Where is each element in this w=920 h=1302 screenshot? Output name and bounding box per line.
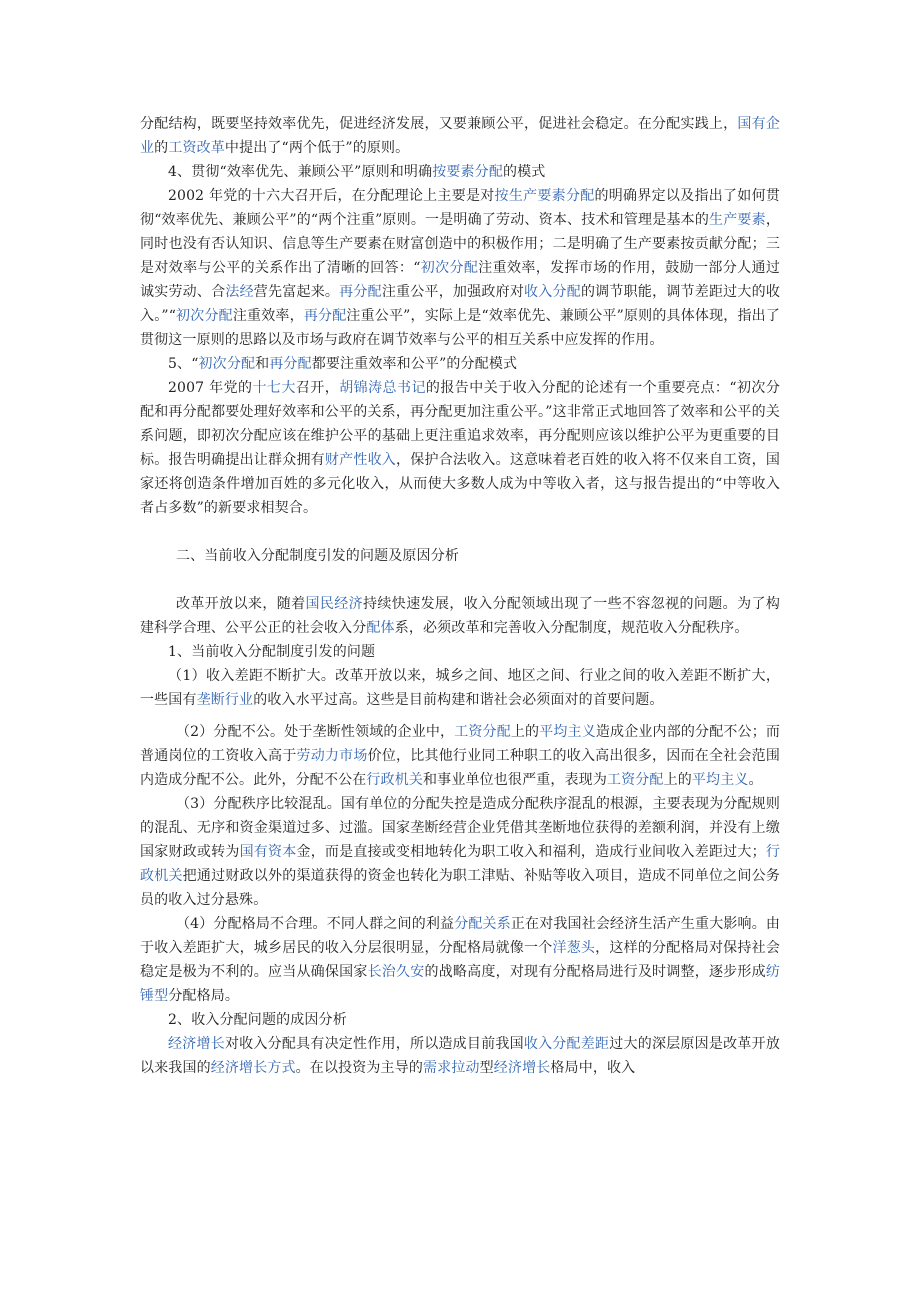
hyperlink[interactable]: 法经 [225, 284, 254, 300]
hyperlink[interactable]: 收入分配差距 [523, 1036, 610, 1052]
text-run: ，同时也没有否认知识、信息等生产要素在财富创造中的积极作用；二是明确了生产要素按贡献分配；三是对效率与公平的关系作出了清晰的回答：“ [140, 212, 780, 276]
text-run: 2007 年党的 [168, 380, 253, 396]
text-run: 的 [154, 140, 169, 156]
text-run: 格局中，收入 [550, 1060, 636, 1076]
paragraph [140, 184, 780, 352]
text-run: 注重公平，加强政府对 [381, 284, 525, 300]
text-run: 持续快速发展，收入分配领域出现了一些不容忽视的问题。为了构建科学合理、公平公正的社会收入分 [140, 596, 780, 636]
text-run: 2、收入分配问题的成因分析 [168, 1012, 347, 1028]
hyperlink[interactable]: 国民经济 [305, 596, 364, 612]
hyperlink[interactable]: 初次分配 [420, 260, 479, 276]
document-body [140, 112, 780, 1080]
text-run: 的收入水平过高。这些是目前构建和谐社会必须面对的首要问题。 [253, 692, 664, 708]
paragraph [140, 912, 780, 1008]
text-run: （1）收入差距不断扩大。改革开放以来，城乡之间、地区之间、行业之间的收入差距不断扩大，一些国有 [140, 668, 780, 708]
paragraph-spacer [140, 520, 780, 544]
hyperlink[interactable]: 工资分配 [606, 772, 664, 788]
hyperlink[interactable]: 分配关系 [454, 916, 511, 932]
text-run: 改革开放以来，随着 [176, 596, 306, 612]
text-run: 都要注重效率和公平”的分配模式 [311, 356, 518, 372]
hyperlink[interactable]: 长治久安 [367, 964, 425, 980]
text-run: 正在对我国社会经济生活产生重大影响。由于收入差距扩大，城乡居民的收入分层很明显，分配格局就像一个 [140, 916, 781, 956]
hyperlink[interactable]: 经济增长 [493, 1060, 551, 1076]
hyperlink[interactable]: 行政机关 [140, 844, 780, 884]
paragraph [140, 1008, 780, 1032]
text-run: 对收入分配具有决定性作用，所以造成目前我国 [224, 1036, 524, 1052]
paragraph [140, 640, 780, 664]
text-run: 1、当前收入分配制度引发的问题 [168, 644, 376, 660]
text-run: 中提出了“两个低于”的原则。 [224, 140, 410, 156]
text-run: 注重效率， [232, 308, 304, 324]
paragraph [140, 792, 780, 912]
text-run: 过大的深层原因是改革开放以来我国的 [140, 1036, 780, 1076]
text-run: 价位，比其他行业同工种职工的收入高出很多，因而在全社会范围内造成分配不公。此外，分配不公在 [140, 748, 781, 788]
text-run: 和事业单位也很严重，表现为 [423, 772, 607, 788]
hyperlink[interactable]: 十七大 [252, 380, 296, 396]
text-run: 2002 年党的十六大召开后，在分配理论上主要是对 [168, 188, 495, 204]
text-run: 。 [748, 772, 763, 788]
paragraph-spacer [140, 568, 780, 592]
hyperlink[interactable]: 行政机关 [366, 772, 424, 788]
paragraph [140, 352, 780, 376]
text-run: 上的 [663, 772, 692, 788]
text-run: 。在以投资为主导的 [295, 1060, 424, 1076]
hyperlink[interactable]: 配体 [366, 620, 395, 636]
text-run: 5、“ [168, 356, 199, 372]
text-run: 把通过财政以外的渠道获得的资金也转化为职工津贴、补贴等收入项目，造成不同单位之间公务员的收入过分悬殊。 [140, 868, 780, 908]
text-run: 和 [255, 356, 270, 372]
text-run: 二、当前收入分配制度引发的问题及原因分析 [176, 548, 459, 564]
paragraph [140, 720, 780, 792]
hyperlink[interactable]: 工资改革 [168, 140, 225, 156]
hyperlink[interactable]: 垄断行业 [196, 692, 254, 708]
text-run: 造成企业内部的分配不公；而普通岗位的工资收入高于 [140, 724, 781, 764]
hyperlink[interactable]: 国有资本 [239, 844, 297, 860]
hyperlink[interactable]: 初次分配 [198, 356, 256, 372]
text-run: （4）分配格局不合理。不同人群之间的利益 [176, 916, 455, 932]
text-run: 分配结构，既要坚持效率优先，促进经济发展，又要兼顾公平，促进社会稳定。在分配实践上， [140, 116, 738, 132]
text-run: 的报告中关于收入分配的论述有一个重要亮点：“初次分配和再分配都要处理好效率和公平的关系，再分配更加注重公平。”这非常正式地回答了效率和公平的关系问题，即初次分配应该在维护公平的基础上更注重追求效率，再分配则应该以维护公平为更重要的目标。报告明确提出让群众拥有 [140, 380, 781, 468]
text-run: 型 [479, 1060, 494, 1076]
text-run: 金，而是直接或变相地转化为职工收入和福利，造成行业间收入差距过大； [296, 844, 766, 860]
paragraph [140, 664, 780, 712]
hyperlink[interactable]: 需求拉动 [423, 1060, 480, 1076]
paragraph [140, 112, 780, 160]
text-run: 分配格局。 [168, 988, 240, 1004]
hyperlink[interactable]: 按要素分配 [432, 164, 503, 180]
text-run: 注重效率，发挥市场的作用，鼓励一部分人通过诚实劳动、合 [140, 260, 780, 300]
hyperlink[interactable]: 国有企业 [140, 116, 780, 156]
hyperlink[interactable]: 按生产要素分配 [494, 188, 595, 204]
hyperlink[interactable]: 经济增长方式 [210, 1060, 296, 1076]
hyperlink[interactable]: 收入分配 [524, 284, 581, 300]
paragraph [140, 376, 780, 520]
paragraph [140, 160, 780, 184]
text-run: 的明确界定以及指出了如何贯彻“效率优先、兼顾公平”的“两个注重”原则。一是明确了劳动、资本、技术和管理是基本的 [140, 188, 780, 228]
hyperlink[interactable]: 纺锤型 [140, 964, 780, 1004]
text-run: ，保护合法收入。这意味着老百姓的收入将不仅来自工资，国家还将创造条件增加百姓的多元化收入，从而使大多数人成为中等收入者，这与报告提出的“中等收入者占多数”的新要求相契合。 [140, 452, 780, 516]
hyperlink[interactable]: 生产要素 [709, 212, 766, 228]
paragraph [140, 592, 780, 640]
text-run: 召开， [295, 380, 340, 396]
text-run: 的战略高度，对现有分配格局进行及时调整，逐步形成 [424, 964, 766, 980]
hyperlink[interactable]: 再分配 [303, 308, 347, 324]
hyperlink[interactable]: 再分配 [339, 284, 382, 300]
hyperlink[interactable]: 财产性收入 [324, 452, 397, 468]
text-run: 的调节职能，调节差距过大的收入。”“ [140, 284, 780, 324]
text-run: 营先富起来。 [253, 284, 340, 300]
text-run: （3）分配秩序比较混乱。国有单位的分配失控是造成分配秩序混乱的根源，主要表现为分配规则的混乱、无序和资金渠道过多、过滥。国家垄断经营企业凭借其垄断地位获得的差额利润，并没有上缴国家财政或转为 [140, 796, 780, 860]
hyperlink[interactable]: 平均主义 [539, 724, 596, 740]
hyperlink[interactable]: 初次分配 [176, 308, 233, 324]
paragraph [140, 544, 780, 568]
text-run: 注重公平”，实际上是“效率优先、兼顾公平”原则的具体体现，指出了贯彻这一原则的思路以及市场与政府在调节效率与公平的相互关系中应发挥的作用。 [140, 308, 781, 348]
text-run: ，这样的分配格局对保持社会稳定是极为不利的。应当从确保国家 [140, 940, 780, 980]
hyperlink[interactable]: 洋葱头 [552, 940, 596, 956]
text-run: 4、贯彻“效率优先、兼顾公平”原则和明确 [168, 164, 433, 180]
hyperlink[interactable]: 平均主义 [691, 772, 749, 788]
hyperlink[interactable]: 胡锦涛总书记 [339, 380, 426, 396]
text-run: 上的 [510, 724, 540, 740]
text-run: 系，必须改革和完善收入分配制度，规范收入分配秩序。 [394, 620, 749, 636]
paragraph [140, 1032, 780, 1080]
text-run: 的模式 [502, 164, 546, 180]
hyperlink[interactable]: 再分配 [269, 356, 312, 372]
text-run: （2）分配不公。处于垄断性领域的企业中， [176, 724, 455, 740]
hyperlink[interactable]: 劳动力市场 [296, 748, 368, 764]
hyperlink[interactable]: 经济增长 [168, 1036, 225, 1052]
hyperlink[interactable]: 工资分配 [454, 724, 511, 740]
